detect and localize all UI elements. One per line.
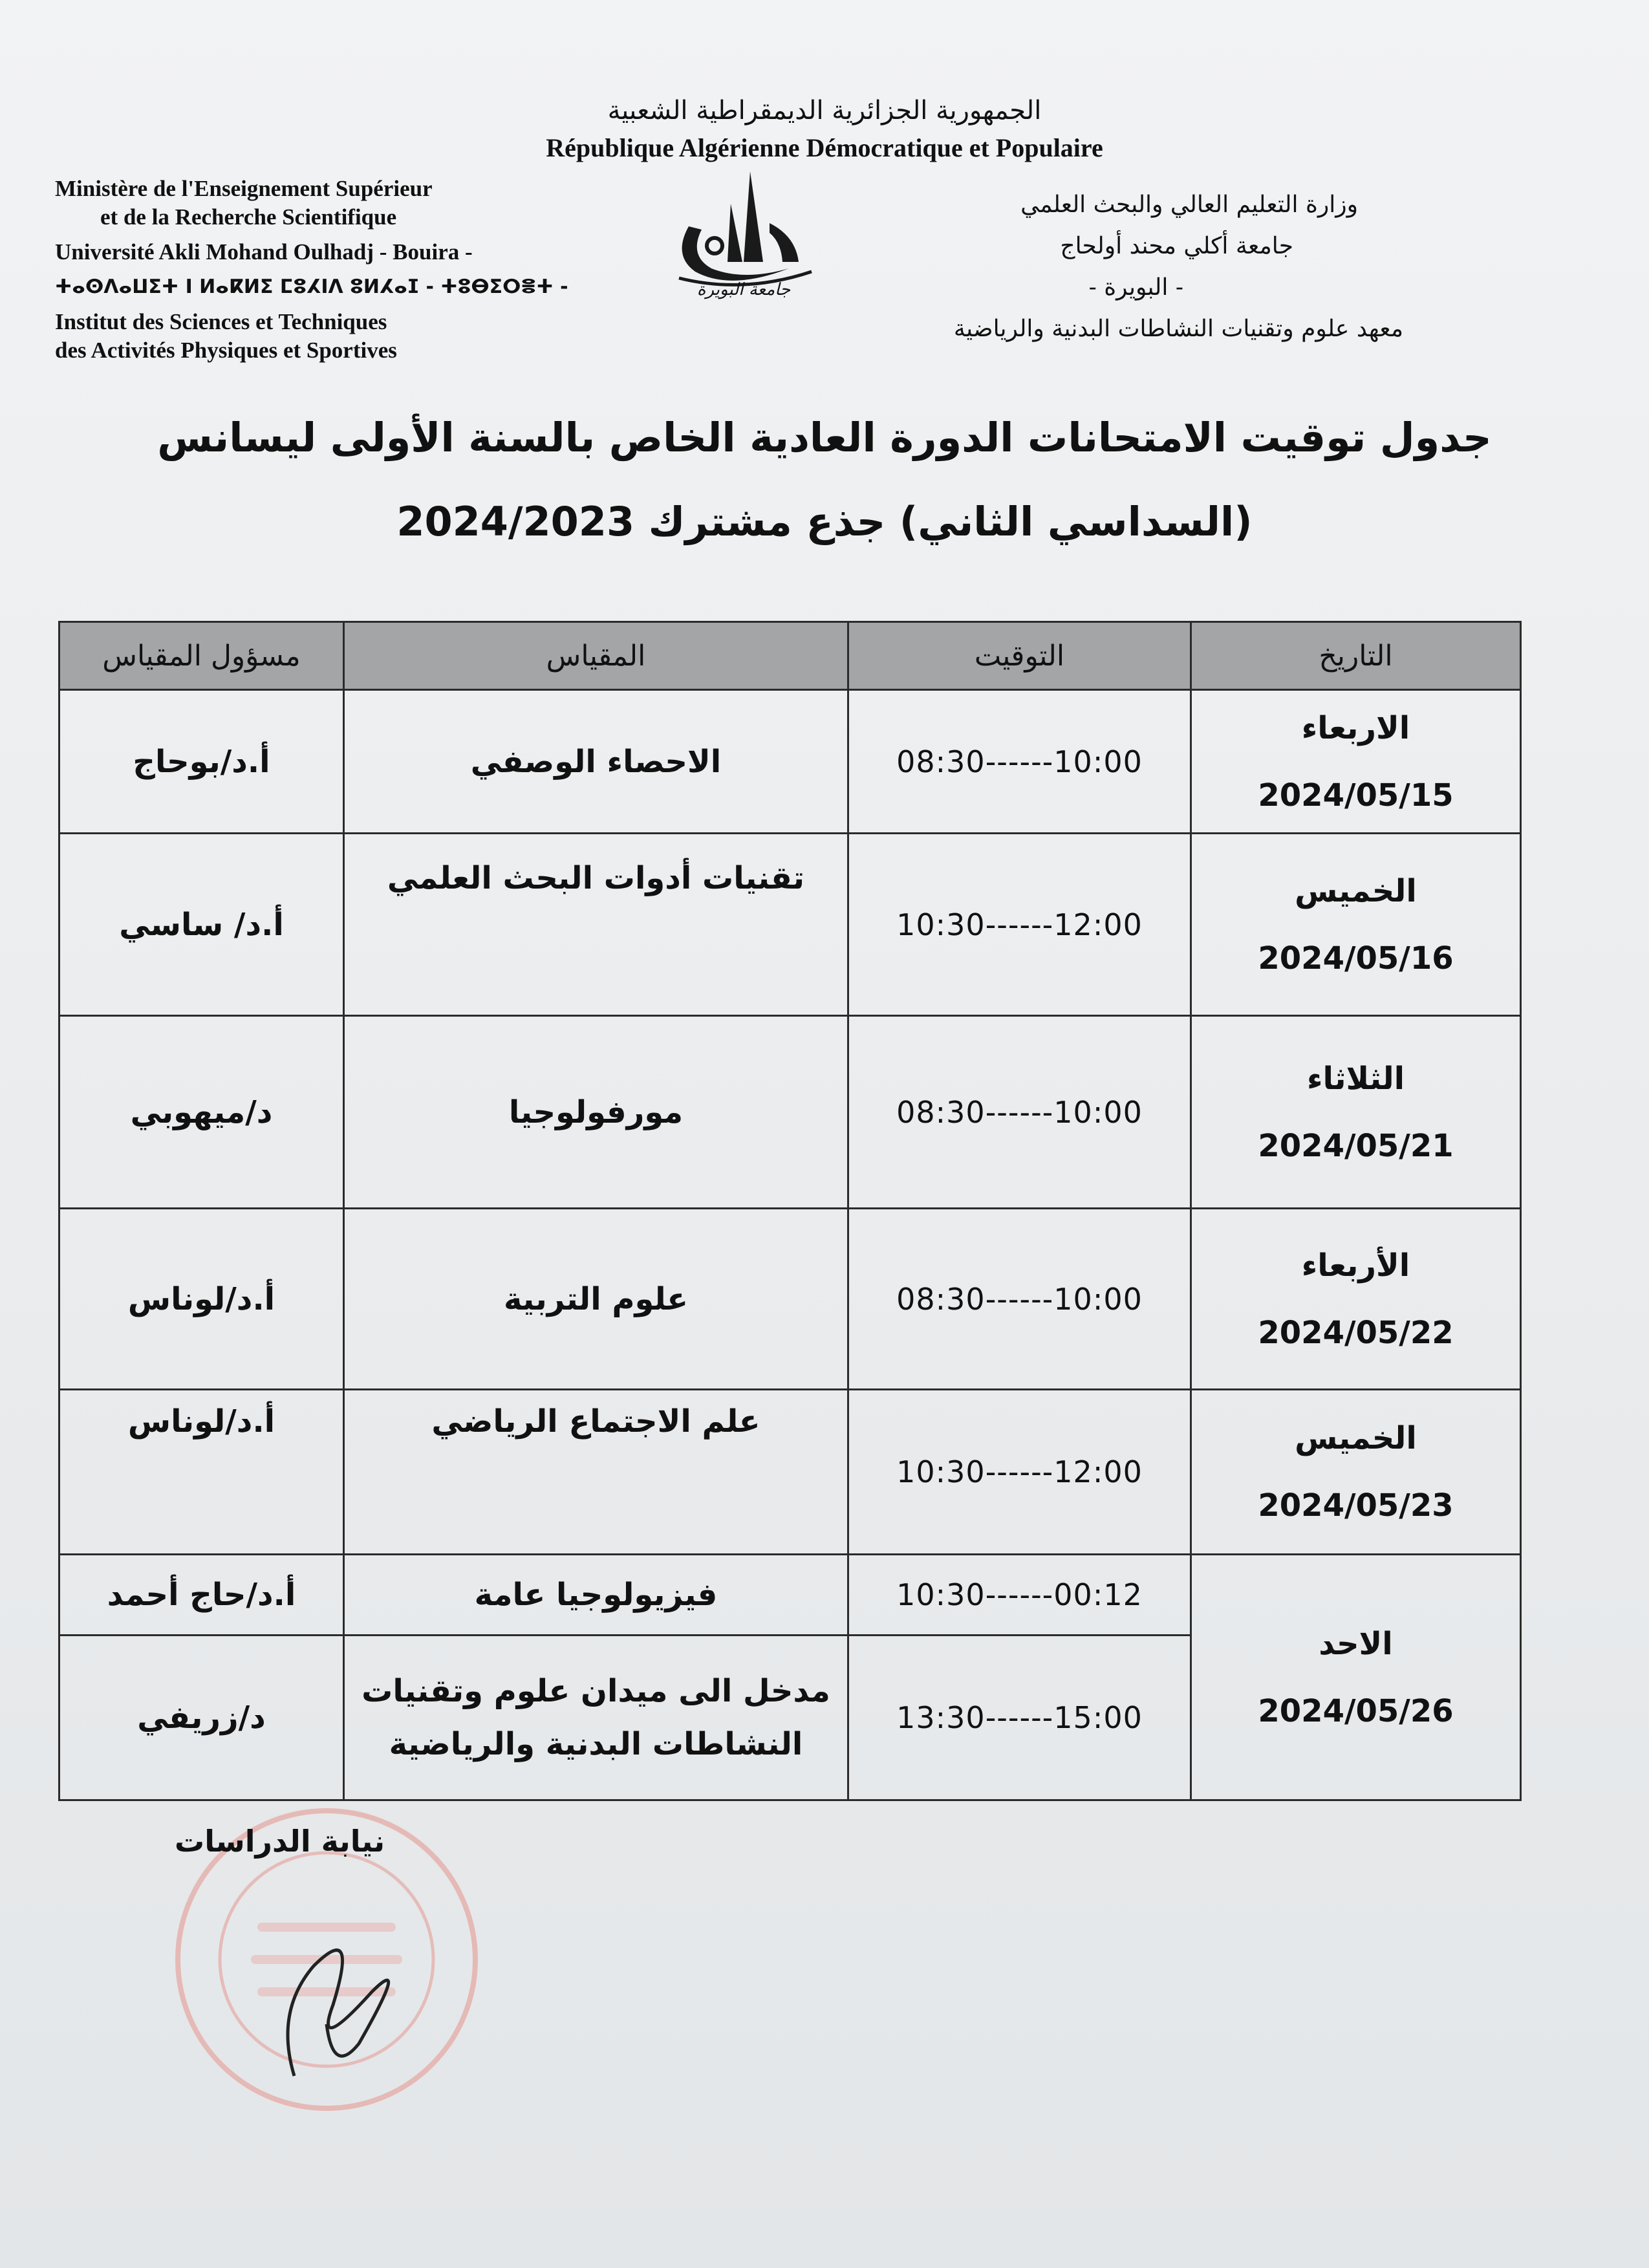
institute-line-2: des Activités Physiques et Sportives	[55, 338, 397, 363]
date-cell	[1191, 1555, 1521, 1800]
ministry-arabic: وزارة التعليم العالي والبحث العلمي	[1020, 191, 1358, 218]
day-name: الاحد	[1319, 1625, 1393, 1662]
ministry-line-1: Ministère de l'Enseignement Supérieur	[55, 176, 433, 201]
time-cell: 10:30------12:00	[848, 834, 1191, 1016]
subject-line-2: النشاطات البدنية والرياضية	[389, 1726, 803, 1762]
subject-cell: مورفولوجيا	[344, 1016, 848, 1209]
document-subtitle: (السداسي الثاني) جذع مشترك 2024/2023	[396, 498, 1253, 545]
header-instructor: مسؤول المقياس	[59, 622, 344, 690]
instructor-cell: أ.د/بوحاج	[59, 690, 344, 834]
table-row	[59, 1016, 1521, 1209]
subject-cell: علوم التربية	[344, 1209, 848, 1390]
day-name: الخميس	[1295, 1420, 1417, 1456]
header-time: التوقيت	[848, 622, 1191, 690]
instructor-cell: أ.د/لوناس	[59, 1390, 344, 1555]
table-header-row	[59, 622, 1521, 690]
table-row	[59, 1390, 1521, 1555]
time-cell: 13:30------15:00	[848, 1636, 1191, 1800]
instructor-cell: أ.د/لوناس	[59, 1209, 344, 1390]
table-row	[59, 834, 1521, 1016]
date-value: 2024/05/16	[1258, 940, 1454, 977]
exam-schedule-table	[58, 621, 1522, 1801]
table-row	[59, 690, 1521, 834]
subject-cell: الاحصاء الوصفي	[344, 690, 848, 834]
university-name: Université Akli Mohand Oulhadj - Bouira -	[55, 239, 473, 265]
time-cell: 08:30------10:00	[848, 690, 1191, 834]
header-date: التاريخ	[1191, 622, 1521, 690]
date-value: 2024/05/23	[1258, 1487, 1454, 1524]
institute-line-1: Institut des Sciences et Techniques	[55, 309, 387, 334]
header-subject: المقياس	[344, 622, 848, 690]
date-cell	[1191, 1016, 1521, 1209]
subject-cell: فيزيولوجيا عامة	[344, 1555, 848, 1636]
document-title: جدول توقيت الامتحانات الدورة العادية الخاص بالسنة الأولى ليسانس	[157, 414, 1492, 461]
institute-arabic: معهد علوم وتقنيات النشاطات البدنية والرياضية	[953, 316, 1403, 342]
tifinagh-line: ⵜⴰⵙⴷⴰⵡⵉⵜ ⵏ ⵍⴰⴽⵍⵉ ⵎⵓⵃⵏⴷ ⵓⵍⵃⴰⵊ - ⵜⵓⴱⵉⵔⴻⵜ -	[55, 275, 568, 298]
republic-french: République Algérienne Démocratique et Populaire	[546, 133, 1103, 162]
instructor-cell: د/زريفي	[59, 1636, 344, 1800]
time-cell: 08:30------10:00	[848, 1016, 1191, 1209]
time-cell: 10:30------12:00	[848, 1390, 1191, 1555]
day-name: الثلاثاء	[1306, 1060, 1405, 1097]
day-name: الاربعاء	[1301, 709, 1410, 746]
republic-arabic: الجمهورية الجزائرية الديمقراطية الشعبية	[607, 96, 1042, 125]
header-left-french	[55, 175, 637, 365]
ministry-line-2: et de la Recherche Scientifique	[100, 204, 397, 230]
signature-label: نيابة الدراسات	[175, 1824, 385, 1859]
date-cell	[1191, 1209, 1521, 1390]
subject-line-1: مدخل الى ميدان علوم وتقنيات	[361, 1673, 830, 1709]
day-name: الأربعاء	[1301, 1247, 1410, 1284]
time-cell: 08:30------10:00	[848, 1209, 1191, 1390]
subject-cell: تقنيات أدوات البحث العلمي	[344, 834, 848, 1016]
city-arabic: - البويرة -	[1088, 274, 1183, 301]
date-cell	[1191, 1390, 1521, 1555]
date-value: 2024/05/22	[1258, 1314, 1454, 1351]
date-cell	[1191, 834, 1521, 1016]
date-value: 2024/05/21	[1258, 1127, 1454, 1164]
time-cell: 10:30------00:12	[848, 1555, 1191, 1636]
instructor-cell: د/ميهوبي	[59, 1016, 344, 1209]
instructor-cell: أ.د/حاج أحمد	[59, 1555, 344, 1636]
day-name: الخميس	[1295, 872, 1417, 909]
date-value: 2024/05/15	[1258, 777, 1454, 814]
instructor-cell: أ.د/ ساسي	[59, 834, 344, 1016]
header-right-arabic	[744, 184, 1403, 350]
table-row	[59, 1555, 1521, 1636]
date-cell	[1191, 690, 1521, 834]
table-row	[59, 1209, 1521, 1390]
logo-caption: جامعة البويرة	[696, 280, 791, 299]
university-arabic: جامعة أكلي محند أولحاج	[1060, 233, 1293, 259]
subject-cell: علم الاجتماع الرياضي	[344, 1390, 848, 1555]
subject-cell	[344, 1636, 848, 1800]
date-value: 2024/05/26	[1258, 1692, 1454, 1729]
